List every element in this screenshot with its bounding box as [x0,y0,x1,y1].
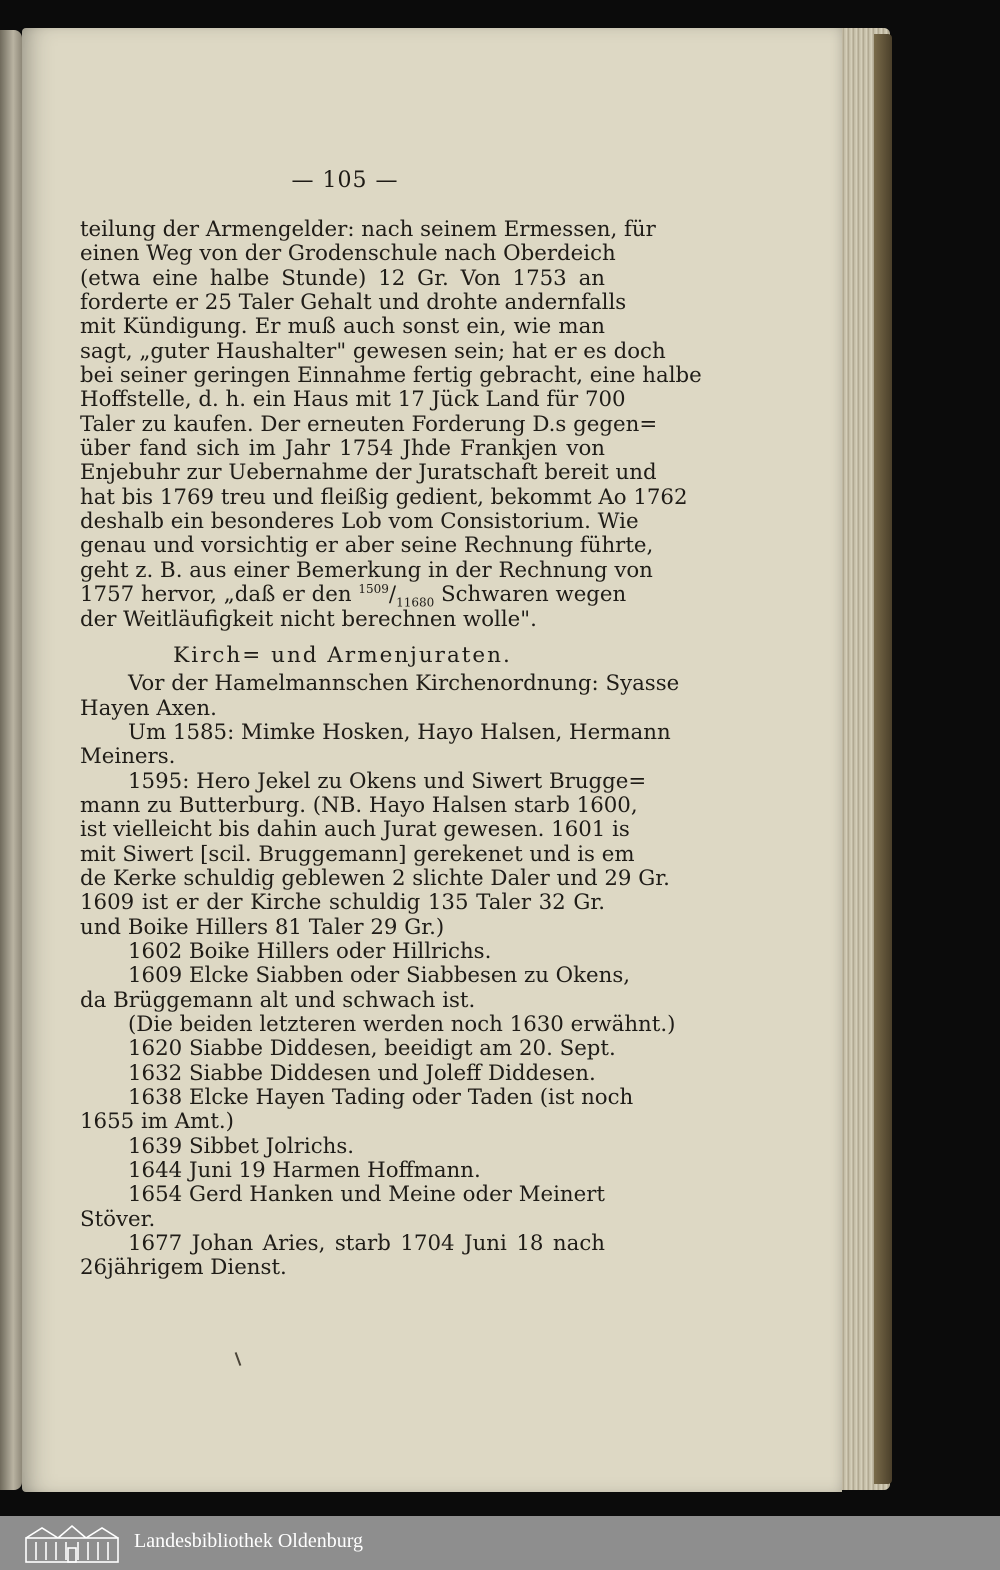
text-line: (etwa eine halbe Stunde) 12 Gr. Von 1753 an [80,265,605,291]
text-line: sagt, „guter Haushalter" gewesen sein; hat er es doch [80,338,666,364]
entry-line: 1602 Boike Hillers oder Hillrichs. [128,938,492,964]
text-line: einen Weg von der Grodenschule nach Oberdeich [80,241,616,267]
footer-bar [0,1516,1000,1570]
entry-line: 1620 Siabbe Diddesen, beeidigt am 20. Sept. [128,1036,616,1062]
entry-line: 26jährigem Dienst. [80,1255,287,1281]
entry-line: und Boike Hillers 81 Taler 29 Gr.) [80,914,445,940]
juraten-entry [80,1012,676,1037]
entry-line: 1609 ist er der Kirche schuldig 135 Taler 32 Gr. [80,890,605,916]
text-line: Enjebuhr zur Uebernahme der Juratschaft bereit und [80,460,657,486]
book-cover-edge [874,34,892,1484]
entry-line: 1638 Elcke Hayen Tading oder Taden (ist noch [128,1085,634,1111]
juraten-entry [80,1085,634,1135]
text-line: bei seiner geringen Einnahme fertig gebracht, eine halbe [80,363,702,389]
text-line: forderte er 25 Taler Gehalt und drohte andernfalls [80,290,627,316]
entry-line: 1609 Elcke Siabben oder Siabbesen zu Okens, [128,963,631,989]
fraction-before: 1757 hervor, „daß er den [80,582,359,608]
entry-line: da Brüggemann alt und schwach ist. [80,987,476,1013]
library-building-icon [22,1522,122,1564]
entry-line: mit Siwert [scil. Bruggemann] gerekenet und is em [80,841,635,867]
entry-line: 1639 Sibbet Jolrichs. [128,1133,355,1159]
juraten-entry [80,1232,605,1281]
text-line: deshalb ein besonderes Lob vom Consistorium. Wie [80,509,639,535]
fraction-numerator: 1509 [358,582,389,597]
entry-line: 1654 Gerd Hanken und Meine oder Meinert [128,1182,605,1208]
entry-line: Stöver. [80,1206,156,1232]
text-line: geht z. B. aus einer Bemerkung in der Rechnung von [80,557,653,583]
left-page-edge [0,30,22,1490]
text-line: hat bis 1769 treu und fleißig gedient, bekommt Ao 1762 [80,484,688,510]
juraten-entry [80,940,605,964]
entry-line: 1632 Siabbe Diddesen und Joleff Diddesen. [128,1060,596,1086]
fraction-denominator: 11680 [396,595,435,610]
section-heading: Kirch= und Armenjuraten. [173,642,512,668]
juraten-entry [80,1135,605,1159]
entry-line: Vor der Hamelmannschen Kirchenordnung: Syasse [128,671,680,697]
entry-line: ist vielleicht bis dahin auch Jurat gewesen. 1601 is [80,817,630,843]
juraten-entry [80,963,631,1013]
entry-line: (Die beiden letzteren werden noch 1630 erwähnt.) [128,1012,676,1037]
juraten-entry [80,768,670,940]
entry-line: de Kerke schuldig geblewen 2 slichte Daler und 29 Gr. [80,865,670,891]
footer-library-name: Landesbibliothek Oldenburg [134,1530,364,1552]
fraction-slash: / [388,582,397,608]
juraten-entry [80,1183,605,1232]
paragraph-1 [80,217,702,632]
entry-line: Um 1585: Mimke Hosken, Hayo Halsen, Hermann [128,719,671,745]
text-line: teilung der Armengelder: nach seinem Ermessen, für [80,217,656,242]
juraten-entry [80,719,671,770]
text-line: mit Kündigung. Er muß auch sonst ein, wie man [80,314,605,340]
fraction-after: Schwaren wegen [434,582,627,608]
juraten-entry [80,1036,616,1062]
juraten-list [80,671,680,1281]
juraten-entry [80,1159,605,1183]
text-line: Taler zu kaufen. Der erneuten Forderung D.s gegen= [80,411,658,437]
text-line: der Weitläufigkeit nicht berechnen wolle". [80,606,537,632]
text-line-fraction [80,582,627,610]
entry-line: 1644 Juni 19 Harmen Hoffmann. [128,1158,481,1184]
entry-line: 1595: Hero Jekel zu Okens und Siwert Brugge= [128,768,647,794]
text-line: genau und vorsichtig er aber seine Rechnung führte, [80,533,654,559]
entry-line: 1655 im Amt.) [80,1109,234,1135]
text-line: über fand sich im Jahr 1754 Jhde Frankjen von [80,436,605,462]
juraten-entry [80,1062,605,1086]
entry-line: 1677 Johan Aries, starb 1704 Juni 18 nach [128,1231,605,1257]
text-line: Hoffstelle, d. h. ein Haus mit 17 Jück Land für 700 [80,387,626,413]
page-number: — 105 — [291,168,399,193]
page-text [80,217,702,1281]
entry-line: Hayen Axen. [80,695,217,721]
entry-line: mann zu Butterburg. (NB. Hayo Halsen starb 1600, [80,792,638,818]
juraten-entry [80,671,680,721]
entry-line: Meiners. [80,744,176,770]
